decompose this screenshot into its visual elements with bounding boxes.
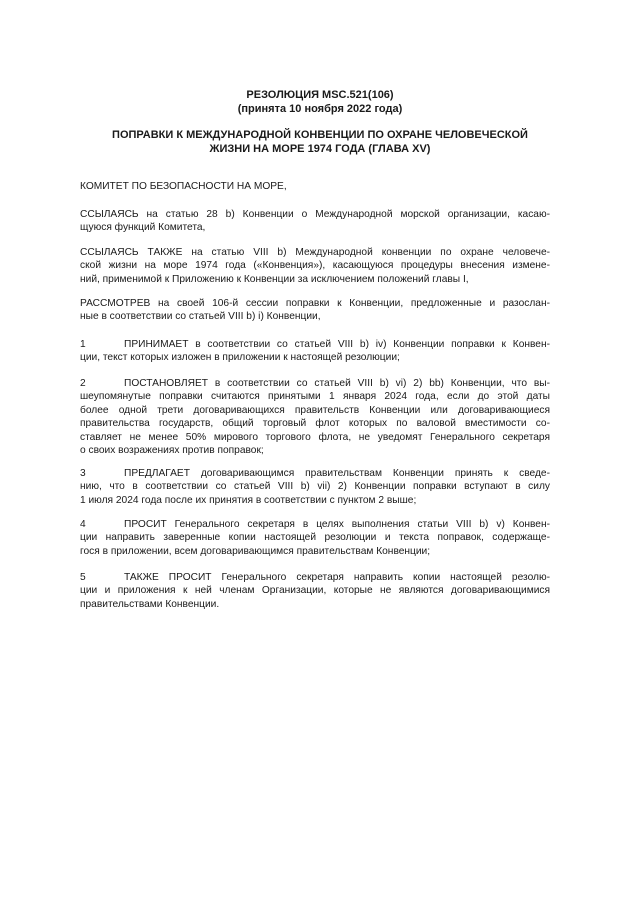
paragraph-line: ССЫЛАЯСЬ на статью 28 b) Конвенции о Международной морской организации, касаю-: [80, 209, 550, 220]
paragraph-line: щуюся функций Комитета,: [80, 222, 206, 234]
paragraph-line: ции, текст которых изложен в приложении к настоящей резолюции;: [80, 352, 400, 364]
paragraph-number: 3: [80, 468, 86, 479]
operative-paragraph-4: [80, 518, 550, 558]
operative-paragraph-2: [80, 377, 550, 457]
paragraph-line: более одной трети договаривающихся правительств Конвенции или договаривающиеся: [80, 404, 550, 416]
paragraph-number: 5: [80, 572, 86, 583]
paragraph-text: ПОСТАНОВЛЯЕТ в соответствии со статьей VIII b) vi) 2) bb) Конвенции, что вы-: [124, 378, 550, 389]
resolution-title: РЕЗОЛЮЦИЯ MSC.521(106): [246, 89, 394, 101]
paragraph-line: ные в соответствии со статьей VIII b) i) Конвенции,: [80, 311, 321, 323]
paragraph-text: ПРОСИТ Генерального секретаря в целях выполнения статьи VIII b) v) Конвен-: [124, 519, 550, 530]
paragraph-line: [80, 571, 550, 584]
paragraph-number: 4: [80, 519, 86, 530]
paragraph-line: шеупомянутые поправки считаются принятыми 1 января 2024 года, если до этой даты: [80, 391, 550, 403]
paragraph-line: [80, 467, 550, 480]
paragraph-line: ции и приложения к ней членам Организации, которые не являются договаривающимися: [80, 585, 550, 597]
paragraph-line: ской жизни на море 1974 года («Конвенция»), касающуюся процедуры внесения измене-: [80, 260, 550, 272]
paragraph-line: [80, 338, 550, 351]
paragraph-line: правительства государств, общий торговый флот которых по валовой вместимости со-: [80, 418, 550, 430]
preamble-paragraph-1: [80, 208, 550, 235]
operative-paragraph-1: [80, 338, 550, 365]
paragraph-line: 1 июля 2024 года после их принятия в соответствии с пунктом 2 выше;: [80, 494, 417, 506]
paragraph-line: нию, что в соответствии со статьей VIII b) vii) 2) Конвенции поправки вступают в силу: [80, 481, 550, 493]
operative-paragraph-5: [80, 571, 550, 611]
paragraph-line: ССЫЛАЯСЬ ТАКЖЕ на статью VIII b) Международной конвенции по охране человече-: [80, 247, 550, 258]
paragraph-line: гося в приложении, всем договаривающимся правительствам Конвенции;: [80, 545, 431, 557]
paragraph-line: [80, 518, 550, 531]
preamble-paragraph-2: [80, 246, 550, 286]
paragraph-line: РАССМОТРЕВ на своей 106-й сессии поправки к Конвенции, предложенные и разослан-: [80, 298, 550, 309]
paragraph-line: правительствами Конвенции.: [80, 598, 220, 610]
paragraph-text: ПРИНИМАЕТ в соответствии со статьей VIII b) iv) Конвенции поправки к Конвен-: [124, 339, 550, 350]
subject-line-1: ПОПРАВКИ К МЕЖДУНАРОДНОЙ КОНВЕНЦИИ ПО ОХРАНЕ ЧЕЛОВЕЧЕСКОЙ: [112, 129, 528, 141]
paragraph-number: 2: [80, 378, 86, 389]
paragraph-line: ний, применимой к Приложению к Конвенции за исключением положений главы I,: [80, 273, 469, 285]
paragraph-number: 1: [80, 339, 86, 350]
committee-text: КОМИТЕТ ПО БЕЗОПАСНОСТИ НА МОРЕ,: [80, 181, 287, 192]
paragraph-line: ции направить заверенные копии настоящей резолюции и текста поправок, содержаще-: [80, 532, 550, 544]
subject-line-2: ЖИЗНИ НА МОРЕ 1974 ГОДА (ГЛАВА XV): [209, 143, 431, 155]
paragraph-line: [80, 377, 550, 390]
adoption-date: (принята 10 ноября 2022 года): [237, 103, 403, 115]
paragraph-text: ПРЕДЛАГАЕТ договаривающимся правительствам Конвенции принять к сведе-: [124, 468, 550, 479]
committee-line: [80, 180, 550, 193]
paragraph-line: о своих возражениях против поправок;: [80, 445, 264, 457]
preamble-paragraph-3: [80, 297, 550, 324]
operative-paragraph-3: [80, 467, 550, 507]
paragraph-text: ТАКЖЕ ПРОСИТ Генерального секретаря направить копии настоящей резолю-: [124, 572, 550, 583]
paragraph-line: ставляет не менее 50% мирового торгового флота, не уведомят Генерального секретаря: [80, 431, 550, 443]
